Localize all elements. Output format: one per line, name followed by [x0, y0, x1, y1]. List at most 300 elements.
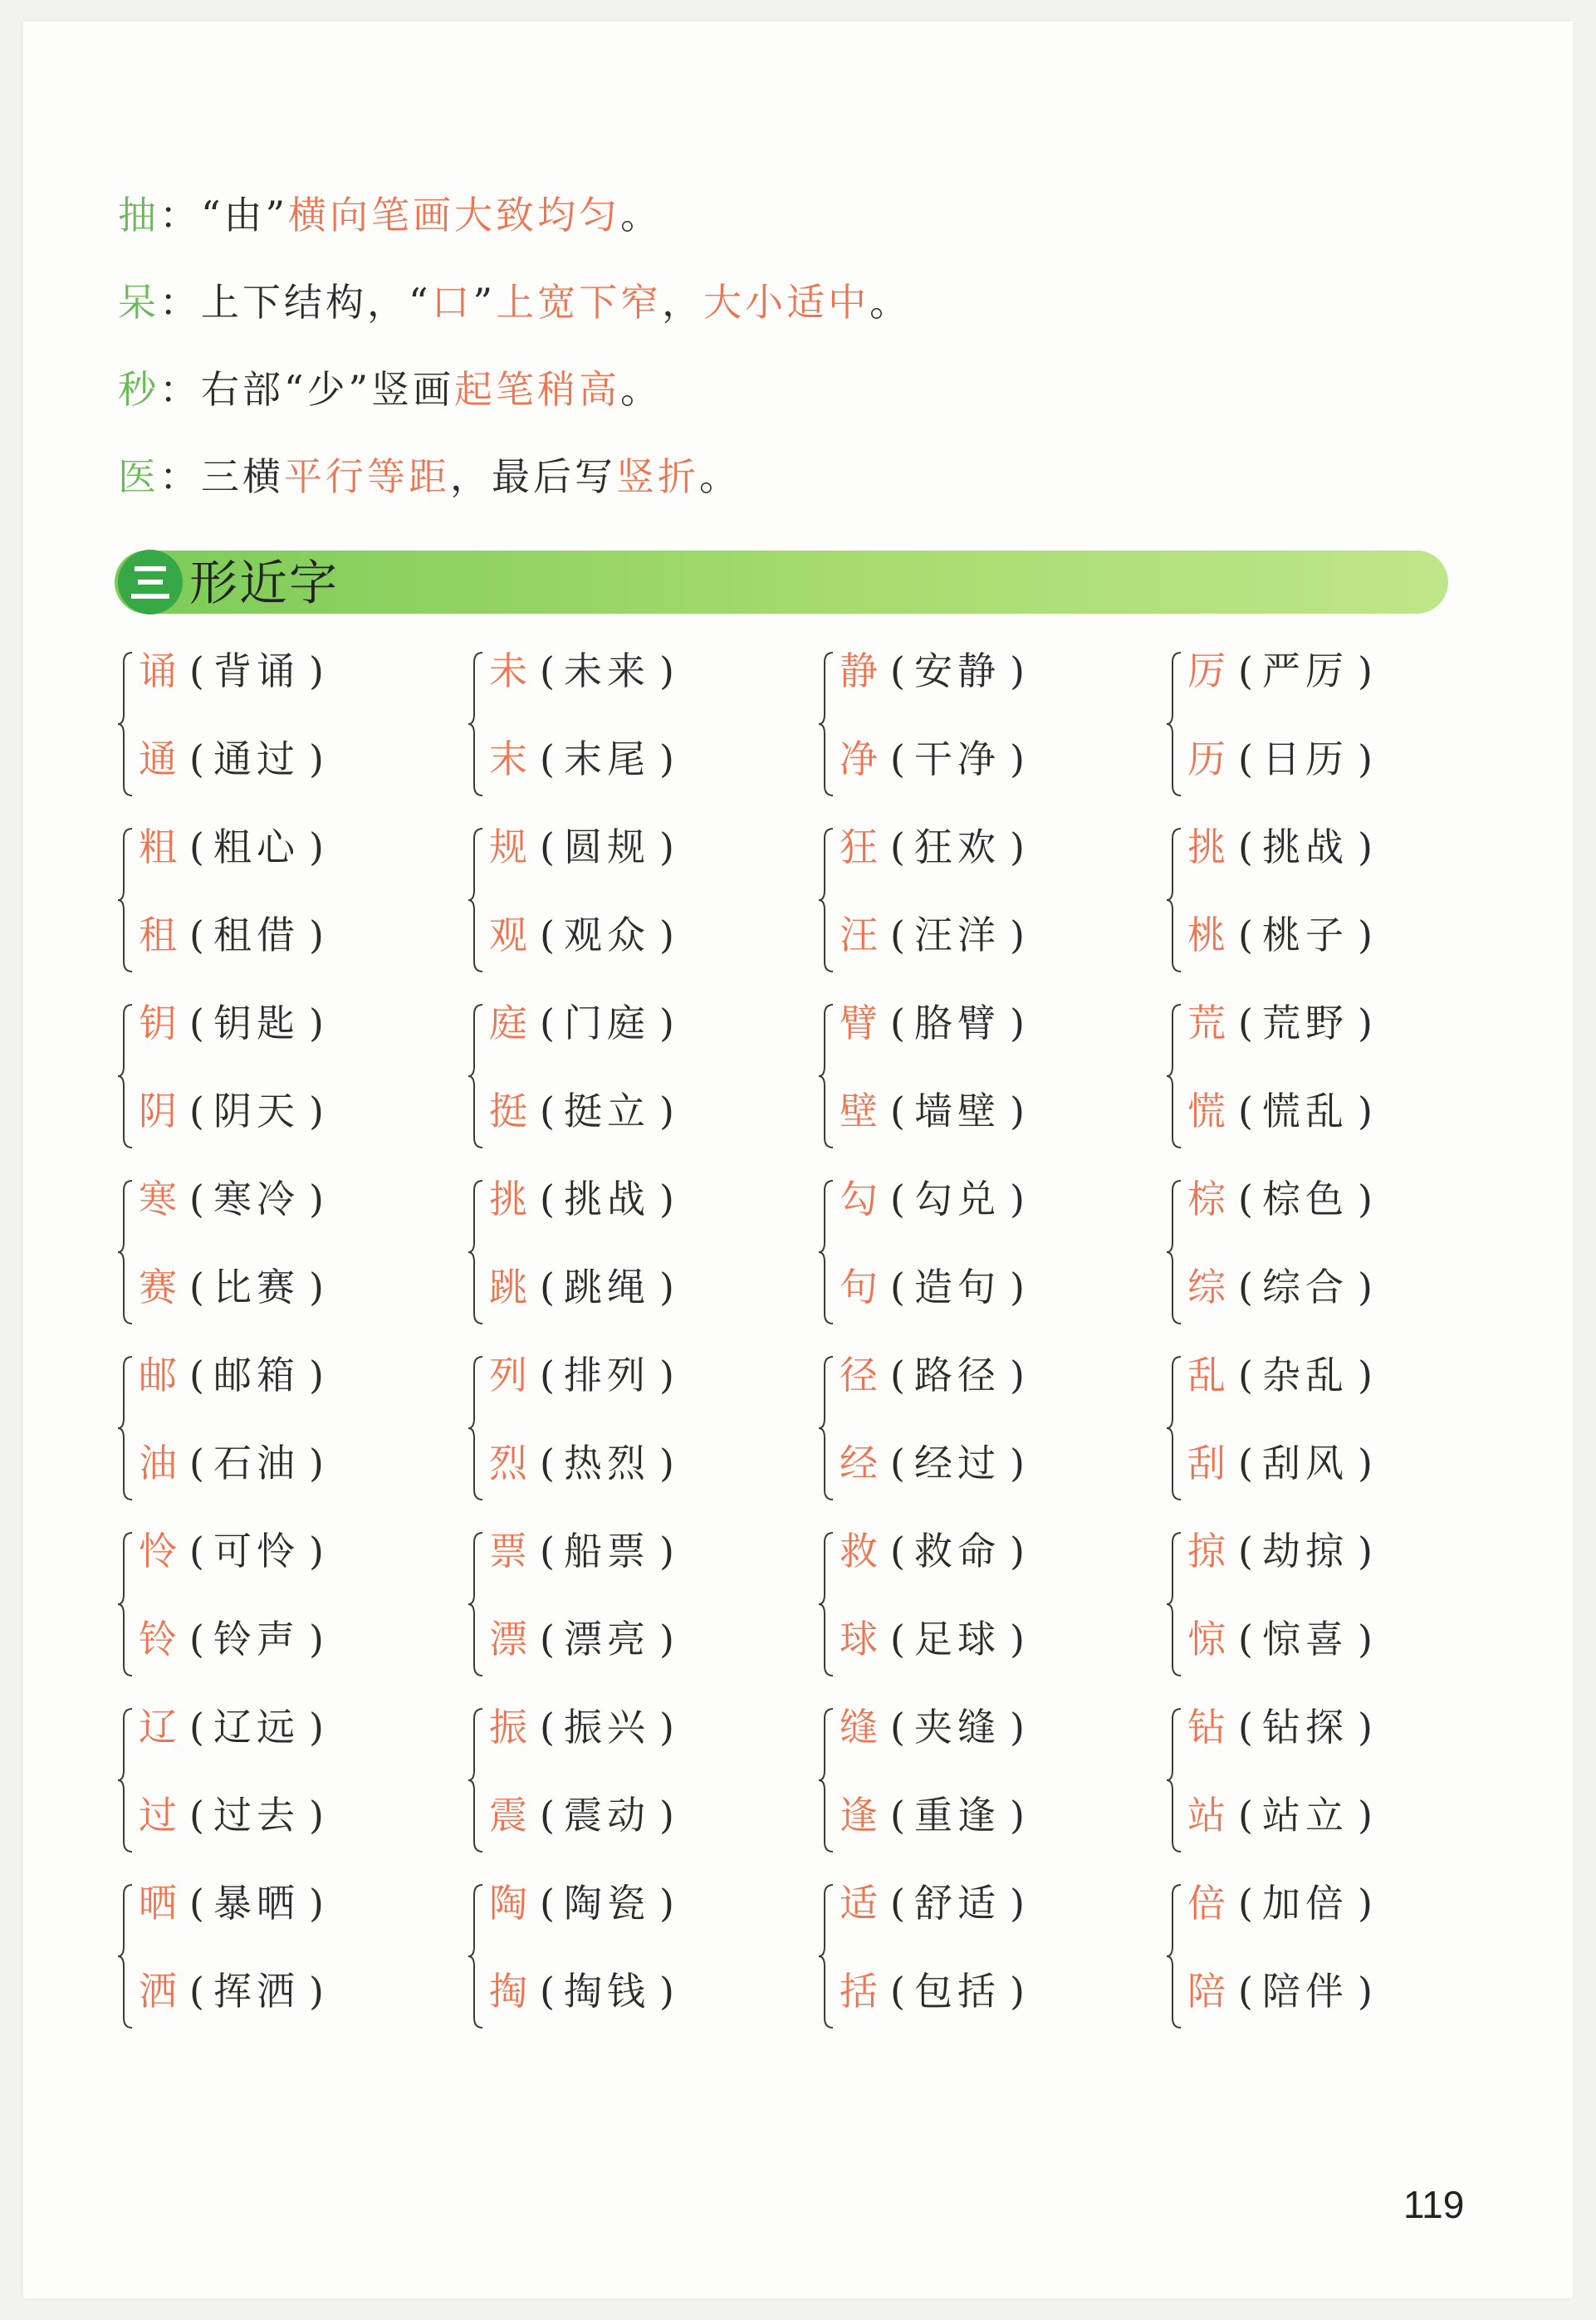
note-highlight-text: 上宽下窄 — [496, 280, 663, 325]
open-paren: ( — [1238, 1529, 1253, 1574]
close-paren: ) — [1358, 1705, 1373, 1750]
similar-character-pair — [117, 998, 449, 1148]
character-entry — [1187, 822, 1382, 872]
close-paren: ) — [659, 825, 674, 869]
similar-character-pair — [468, 1702, 800, 1852]
curly-brace-icon — [818, 1707, 836, 1857]
example-word: 安静 — [914, 649, 1001, 693]
character-entry — [840, 1702, 1034, 1752]
open-paren: ( — [1238, 1705, 1253, 1750]
open-paren: ( — [1238, 1969, 1253, 2014]
open-paren: ( — [1238, 913, 1253, 957]
target-character: 慌 — [1187, 1089, 1226, 1133]
section-number-icon — [118, 550, 183, 614]
character-entry — [1187, 646, 1382, 696]
target-character: 铃 — [139, 1617, 177, 1662]
example-word: 墙壁 — [914, 1089, 1001, 1133]
open-paren: ( — [890, 1001, 905, 1045]
curly-brace-icon — [818, 827, 836, 976]
stroke-note-line — [118, 365, 662, 414]
example-word: 圆规 — [564, 825, 650, 869]
example-word: 比赛 — [213, 1265, 300, 1309]
character-entry — [489, 1790, 683, 1840]
close-paren: ) — [309, 737, 324, 781]
example-word: 棕色 — [1262, 1177, 1349, 1221]
character-entry — [1187, 1790, 1382, 1840]
target-character: 乱 — [1187, 1353, 1226, 1397]
character-entry — [1187, 1614, 1382, 1664]
close-paren: ) — [1010, 825, 1025, 869]
similar-character-pair — [117, 822, 449, 972]
character-entry — [1187, 1702, 1382, 1752]
similar-character-pair — [117, 1174, 449, 1324]
example-word: 杂乱 — [1262, 1353, 1349, 1397]
curly-brace-icon — [468, 1531, 486, 1681]
close-paren: ) — [1358, 825, 1373, 869]
similar-character-pair — [818, 646, 1150, 795]
open-paren: ( — [1238, 1793, 1253, 1838]
page-number: 119 — [1403, 2183, 1465, 2226]
character-entry — [1187, 1526, 1382, 1576]
curly-brace-icon — [468, 1003, 486, 1153]
close-paren: ) — [1358, 1617, 1373, 1662]
open-paren: ( — [189, 1793, 204, 1838]
character-entry — [1187, 1438, 1382, 1488]
target-character: 辽 — [139, 1705, 177, 1750]
note-text: ：三横 — [159, 454, 284, 499]
close-paren: ) — [1358, 1441, 1373, 1485]
similar-character-pair — [1166, 1702, 1498, 1852]
character-entry — [139, 646, 333, 696]
example-word: 阴天 — [213, 1089, 300, 1133]
target-character: 经 — [840, 1441, 878, 1485]
open-paren: ( — [189, 1617, 204, 1662]
target-character: 球 — [840, 1617, 878, 1662]
open-paren: ( — [890, 1793, 905, 1838]
example-word: 加倍 — [1262, 1881, 1349, 1926]
example-word: 挺立 — [564, 1089, 650, 1133]
open-paren: ( — [1238, 1265, 1253, 1309]
open-paren: ( — [189, 1529, 204, 1574]
target-character: 综 — [1187, 1265, 1226, 1309]
similar-character-pair — [468, 998, 800, 1148]
close-paren: ) — [1358, 737, 1373, 781]
similar-character-pair — [1166, 822, 1498, 972]
note-text: ” — [472, 280, 497, 325]
curly-brace-icon — [1166, 1003, 1184, 1153]
open-paren: ( — [540, 737, 555, 781]
character-entry — [139, 822, 333, 872]
close-paren: ) — [659, 1353, 674, 1397]
character-entry — [840, 1526, 1034, 1576]
example-word: 观众 — [564, 913, 650, 957]
similar-character-pair — [1166, 1878, 1498, 2028]
example-word: 桃子 — [1262, 913, 1349, 957]
open-paren: ( — [890, 825, 905, 869]
open-paren: ( — [189, 1969, 204, 2014]
open-paren: ( — [1238, 1353, 1253, 1397]
target-character: 钻 — [1187, 1705, 1226, 1750]
close-paren: ) — [659, 1793, 674, 1838]
curly-brace-icon — [117, 1003, 135, 1153]
character-entry — [489, 1966, 683, 2016]
target-character: 陶 — [489, 1881, 527, 1926]
note-character: 呆 — [118, 280, 159, 325]
open-paren: ( — [540, 1793, 555, 1838]
example-word: 掏钱 — [564, 1969, 650, 2014]
close-paren: ) — [659, 737, 674, 781]
close-paren: ) — [1010, 913, 1025, 957]
similar-character-pair — [1166, 1526, 1498, 1676]
character-entry — [139, 1966, 333, 2016]
open-paren: ( — [540, 1265, 555, 1309]
target-character: 烈 — [489, 1441, 527, 1485]
character-entry — [1187, 1086, 1382, 1136]
target-character: 陪 — [1187, 1969, 1226, 2014]
open-paren: ( — [540, 1353, 555, 1397]
character-entry — [489, 1614, 683, 1664]
close-paren: ) — [309, 913, 324, 957]
open-paren: ( — [540, 1089, 555, 1133]
character-entry — [840, 1614, 1034, 1664]
character-entry — [840, 1174, 1034, 1224]
target-character: 寒 — [139, 1177, 177, 1221]
character-entry — [1187, 1174, 1382, 1224]
similar-character-pair — [468, 1526, 800, 1676]
close-paren: ) — [1010, 1617, 1025, 1662]
curly-brace-icon — [1166, 651, 1184, 800]
similar-character-pair — [117, 1878, 449, 2028]
character-entry — [1187, 1966, 1382, 2016]
note-text: ，最后写 — [450, 454, 616, 499]
note-text: 。 — [699, 454, 741, 499]
target-character: 缝 — [840, 1705, 878, 1750]
character-entry — [139, 1262, 333, 1312]
similar-character-pair — [117, 646, 449, 795]
close-paren: ) — [1358, 1177, 1373, 1221]
open-paren: ( — [540, 1617, 555, 1662]
character-entry — [489, 998, 683, 1048]
close-paren: ) — [309, 1353, 324, 1397]
similar-character-pair — [468, 646, 800, 795]
example-word: 暴晒 — [213, 1881, 300, 1926]
example-word: 惊喜 — [1262, 1617, 1349, 1662]
open-paren: ( — [189, 913, 204, 957]
open-paren: ( — [189, 825, 204, 869]
open-paren: ( — [890, 1441, 905, 1485]
example-word: 救命 — [914, 1529, 1001, 1574]
note-text: ， — [662, 280, 704, 325]
target-character: 票 — [489, 1529, 527, 1574]
character-entry — [139, 734, 333, 784]
target-character: 怜 — [139, 1529, 177, 1574]
character-entry — [489, 1262, 683, 1312]
open-paren: ( — [189, 1001, 204, 1045]
character-entry — [139, 1702, 333, 1752]
target-character: 狂 — [840, 825, 878, 869]
close-paren: ) — [1010, 1353, 1025, 1397]
example-word: 震动 — [564, 1793, 650, 1838]
close-paren: ) — [1358, 1793, 1373, 1838]
close-paren: ) — [1358, 1353, 1373, 1397]
note-text: 。 — [869, 280, 912, 325]
example-word: 包括 — [914, 1969, 1001, 2014]
close-paren: ) — [1010, 1089, 1025, 1133]
curly-brace-icon — [468, 651, 486, 800]
open-paren: ( — [1238, 1441, 1253, 1485]
close-paren: ) — [659, 1001, 674, 1045]
character-entry — [139, 998, 333, 1048]
character-entry — [139, 910, 333, 960]
example-word: 严厉 — [1262, 649, 1349, 693]
section-title: 形近字 — [189, 555, 340, 611]
example-word: 勾兑 — [914, 1177, 1001, 1221]
target-character: 漂 — [489, 1617, 527, 1662]
target-character: 震 — [489, 1793, 527, 1838]
target-character: 庭 — [489, 1001, 527, 1045]
open-paren: ( — [189, 1265, 204, 1309]
curly-brace-icon — [1166, 1179, 1184, 1329]
close-paren: ) — [1010, 1001, 1025, 1045]
character-entry — [840, 646, 1034, 696]
target-character: 救 — [840, 1529, 878, 1574]
similar-character-pair — [468, 1174, 800, 1324]
curly-brace-icon — [117, 1883, 135, 2033]
curly-brace-icon — [818, 1003, 836, 1153]
curly-brace-icon — [1166, 1531, 1184, 1681]
character-entry — [139, 1614, 333, 1664]
open-paren: ( — [1238, 737, 1253, 781]
target-character: 汪 — [840, 913, 878, 957]
close-paren: ) — [1358, 649, 1373, 693]
character-entry — [1187, 1350, 1382, 1400]
example-word: 石油 — [213, 1441, 300, 1485]
example-word: 辽远 — [213, 1705, 300, 1750]
close-paren: ) — [659, 1969, 674, 2014]
example-word: 未来 — [564, 649, 650, 693]
open-paren: ( — [189, 649, 204, 693]
example-word: 门庭 — [564, 1001, 650, 1045]
open-paren: ( — [189, 737, 204, 781]
curly-brace-icon — [117, 827, 135, 976]
note-highlight-text: 口 — [431, 280, 473, 325]
example-word: 末尾 — [564, 737, 650, 781]
open-paren: ( — [540, 1529, 555, 1574]
open-paren: ( — [540, 1705, 555, 1750]
similar-character-pair — [818, 1526, 1150, 1676]
target-character: 通 — [139, 737, 177, 781]
note-text: 。 — [620, 367, 663, 412]
target-character: 挑 — [489, 1177, 527, 1221]
target-character: 阴 — [139, 1089, 177, 1133]
example-word: 经过 — [914, 1441, 1001, 1485]
similar-character-pair — [818, 822, 1150, 972]
close-paren: ) — [309, 1881, 324, 1926]
example-word: 重逢 — [914, 1793, 1001, 1838]
example-word: 挑战 — [564, 1177, 650, 1221]
target-character: 末 — [489, 737, 527, 781]
note-character: 医 — [118, 454, 159, 499]
curly-brace-icon — [468, 827, 486, 976]
character-entry — [840, 1350, 1034, 1400]
example-word: 通过 — [213, 737, 300, 781]
curly-brace-icon — [1166, 827, 1184, 976]
target-character: 棕 — [1187, 1177, 1226, 1221]
note-highlight-text: 竖折 — [616, 454, 699, 499]
example-word: 船票 — [564, 1529, 650, 1574]
example-word: 寒冷 — [213, 1177, 300, 1221]
character-entry — [840, 910, 1034, 960]
target-character: 静 — [840, 649, 878, 693]
example-word: 钻探 — [1262, 1705, 1349, 1750]
character-entry — [139, 1790, 333, 1840]
target-character: 钥 — [139, 1001, 177, 1045]
open-paren: ( — [890, 913, 905, 957]
character-entry — [139, 1878, 333, 1928]
target-character: 勾 — [840, 1177, 878, 1221]
open-paren: ( — [890, 1705, 905, 1750]
close-paren: ) — [1358, 913, 1373, 957]
example-word: 日历 — [1262, 737, 1349, 781]
target-character: 观 — [489, 913, 527, 957]
target-character: 掏 — [489, 1969, 527, 2014]
similar-character-pair — [1166, 646, 1498, 795]
target-character: 荒 — [1187, 1001, 1226, 1045]
similar-character-pair — [818, 998, 1150, 1148]
close-paren: ) — [659, 913, 674, 957]
character-entry — [489, 822, 683, 872]
curly-brace-icon — [468, 1707, 486, 1857]
example-word: 胳臂 — [914, 1001, 1001, 1045]
close-paren: ) — [1358, 1969, 1373, 2014]
target-character: 规 — [489, 825, 527, 869]
note-character: 秒 — [118, 367, 159, 412]
target-character: 洒 — [139, 1969, 177, 2014]
open-paren: ( — [540, 825, 555, 869]
open-paren: ( — [1238, 1177, 1253, 1221]
example-word: 粗心 — [213, 825, 300, 869]
target-character: 晒 — [139, 1881, 177, 1926]
example-word: 劫掠 — [1262, 1529, 1349, 1574]
note-highlight-text: 大小适中 — [703, 280, 870, 325]
close-paren: ) — [1358, 1089, 1373, 1133]
example-word: 慌乱 — [1262, 1089, 1349, 1133]
close-paren: ) — [309, 1969, 324, 2014]
character-entry — [139, 1086, 333, 1136]
character-entry — [489, 1438, 683, 1488]
open-paren: ( — [540, 1441, 555, 1485]
open-paren: ( — [890, 1089, 905, 1133]
character-entry — [139, 1350, 333, 1400]
close-paren: ) — [309, 1529, 324, 1574]
character-entry — [840, 998, 1034, 1048]
character-entry — [840, 1438, 1034, 1488]
character-entry — [1187, 1262, 1382, 1312]
target-character: 厉 — [1187, 649, 1226, 693]
section-number-badge — [118, 550, 183, 614]
close-paren: ) — [1010, 1529, 1025, 1574]
target-character: 过 — [139, 1793, 177, 1838]
target-character: 惊 — [1187, 1617, 1226, 1662]
open-paren: ( — [1238, 1001, 1253, 1045]
close-paren: ) — [659, 1529, 674, 1574]
open-paren: ( — [890, 1969, 905, 2014]
close-paren: ) — [1010, 1793, 1025, 1838]
curly-brace-icon — [117, 1531, 135, 1681]
open-paren: ( — [540, 1177, 555, 1221]
note-highlight-text: 横向笔画大致均匀 — [288, 193, 621, 237]
example-word: 背诵 — [213, 649, 300, 693]
close-paren: ) — [1010, 1177, 1025, 1221]
similar-character-pair — [117, 1702, 449, 1852]
curly-brace-icon — [117, 1355, 135, 1505]
close-paren: ) — [1010, 1265, 1025, 1309]
curly-brace-icon — [818, 651, 836, 800]
open-paren: ( — [890, 1617, 905, 1662]
note-highlight-text: 起笔稍高 — [454, 367, 621, 412]
note-highlight-text: 平行等距 — [284, 454, 450, 499]
note-character: 抽 — [118, 193, 159, 237]
close-paren: ) — [659, 1089, 674, 1133]
target-character: 臂 — [840, 1001, 878, 1045]
character-entry — [139, 1174, 333, 1224]
example-word: 排列 — [564, 1353, 650, 1397]
stroke-note-line — [118, 452, 741, 502]
target-character: 刮 — [1187, 1441, 1226, 1485]
target-character: 振 — [489, 1705, 527, 1750]
close-paren: ) — [309, 1265, 324, 1309]
similar-character-pair — [468, 822, 800, 972]
example-word: 漂亮 — [564, 1617, 650, 1662]
example-word: 荒野 — [1262, 1001, 1349, 1045]
similar-character-pair — [1166, 1174, 1498, 1324]
similar-character-pair — [818, 1702, 1150, 1852]
target-character: 站 — [1187, 1793, 1226, 1838]
target-character: 诵 — [139, 649, 177, 693]
target-character: 倍 — [1187, 1881, 1226, 1926]
open-paren: ( — [540, 1969, 555, 2014]
character-entry — [840, 1878, 1034, 1928]
character-entry — [840, 1262, 1034, 1312]
similar-character-pair — [818, 1350, 1150, 1500]
target-character: 径 — [840, 1353, 878, 1397]
target-character: 历 — [1187, 737, 1226, 781]
note-text: ：“由” — [159, 193, 289, 237]
character-entry — [1187, 734, 1382, 784]
example-word: 挥洒 — [213, 1969, 300, 2014]
character-entry — [489, 646, 683, 696]
open-paren: ( — [890, 1881, 905, 1926]
curly-brace-icon — [117, 1179, 135, 1329]
open-paren: ( — [189, 1705, 204, 1750]
example-word: 夹缝 — [914, 1705, 1001, 1750]
close-paren: ) — [1010, 737, 1025, 781]
character-entry — [1187, 998, 1382, 1048]
open-paren: ( — [1238, 649, 1253, 693]
open-paren: ( — [540, 649, 555, 693]
target-character: 油 — [139, 1441, 177, 1485]
character-entry — [139, 1438, 333, 1488]
example-word: 租借 — [213, 913, 300, 957]
curly-brace-icon — [468, 1179, 486, 1329]
curly-brace-icon — [1166, 1355, 1184, 1505]
example-word: 热烈 — [564, 1441, 650, 1485]
close-paren: ) — [659, 1881, 674, 1926]
similar-character-pair — [468, 1878, 800, 2028]
open-paren: ( — [189, 1177, 204, 1221]
character-entry — [139, 1526, 333, 1576]
target-character: 租 — [139, 913, 177, 957]
